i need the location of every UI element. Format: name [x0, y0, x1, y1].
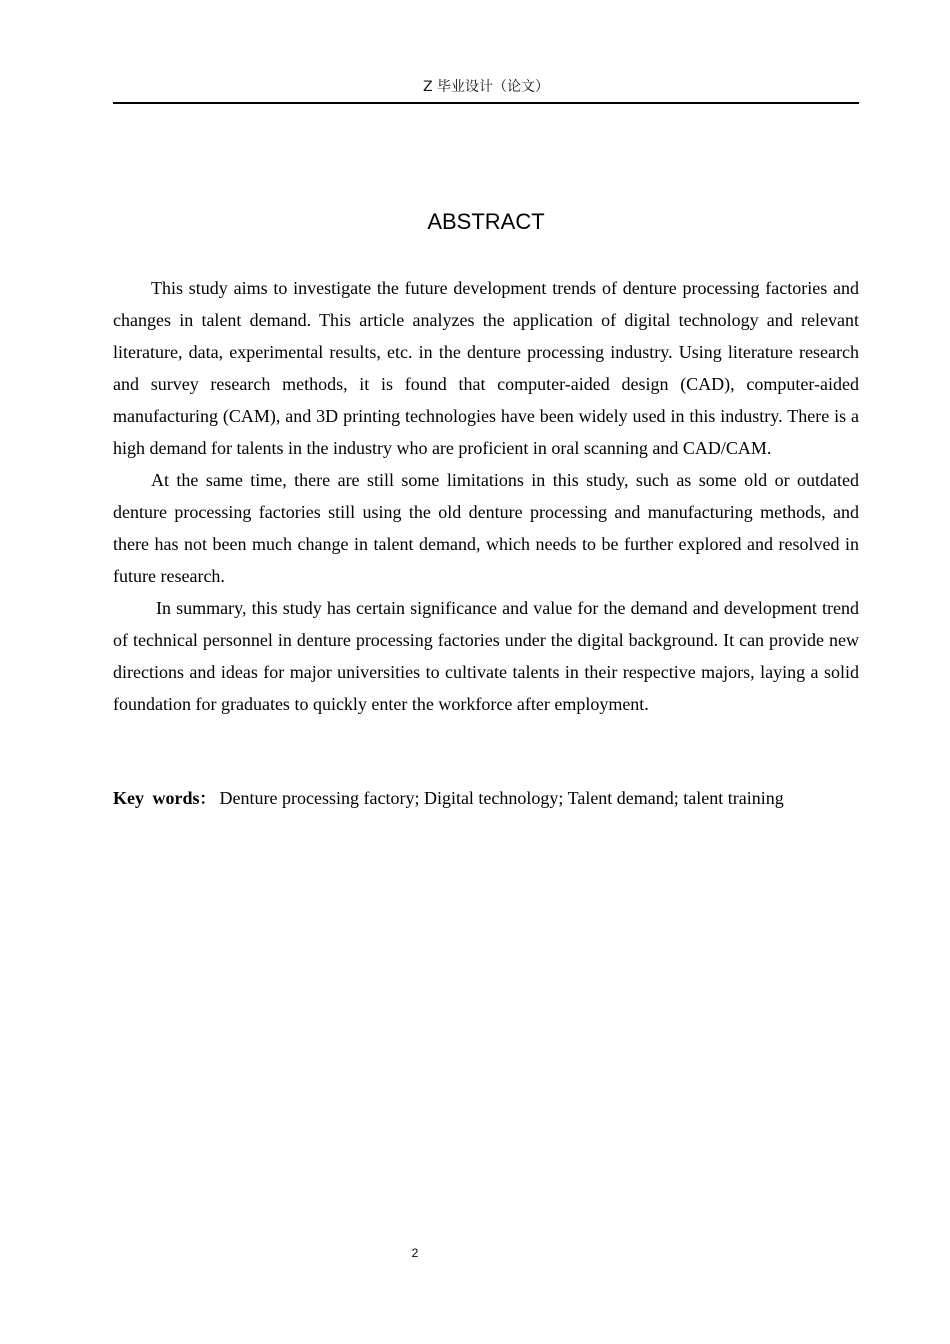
keywords-text: Denture processing factory; Digital technology; Talent demand; talent training — [219, 788, 784, 808]
keywords-label: Key words — [113, 788, 200, 808]
abstract-paragraph-2: At the same time, there are still some limitations in this study, such as some old or outdated denture processing factories still using the old denture processing and manufacturing methods, and there has not been much change in talent demand, which needs to be further explored and resolved in future research. — [113, 470, 859, 586]
running-title: Z 毕业设计（论文） — [422, 79, 550, 95]
abstract-paragraph-3: In summary, this study has certain significance and value for the demand and development trend of technical personnel in denture processing factories under the digital background. It can provide new directions and ideas for major universities to cultivate talents in their respective majors, laying a solid foundation for graduates to quickly enter the workforce after employment. — [113, 598, 859, 714]
page-number: 2 — [411, 1246, 419, 1260]
keywords-separator: ： — [199, 789, 216, 808]
abstract-paragraph-1: This study aims to investigate the future development trends of denture processing factories and changes in talent demand. This article analyzes the application of digital technology and relevant literature, data, experimental results, etc. in the denture processing industry. Using literature research and survey research methods, it is found that computer-aided design (CAD), computer-aided manufacturing (CAM), and 3D printing technologies have been widely used in this industry. There is a high demand for talents in the industry who are proficient in oral scanning and CAD/CAM. — [113, 278, 859, 458]
keywords-line — [113, 784, 859, 813]
abstract-body — [113, 272, 859, 720]
abstract-title: ABSTRACT — [427, 209, 545, 234]
page-header — [113, 76, 859, 104]
